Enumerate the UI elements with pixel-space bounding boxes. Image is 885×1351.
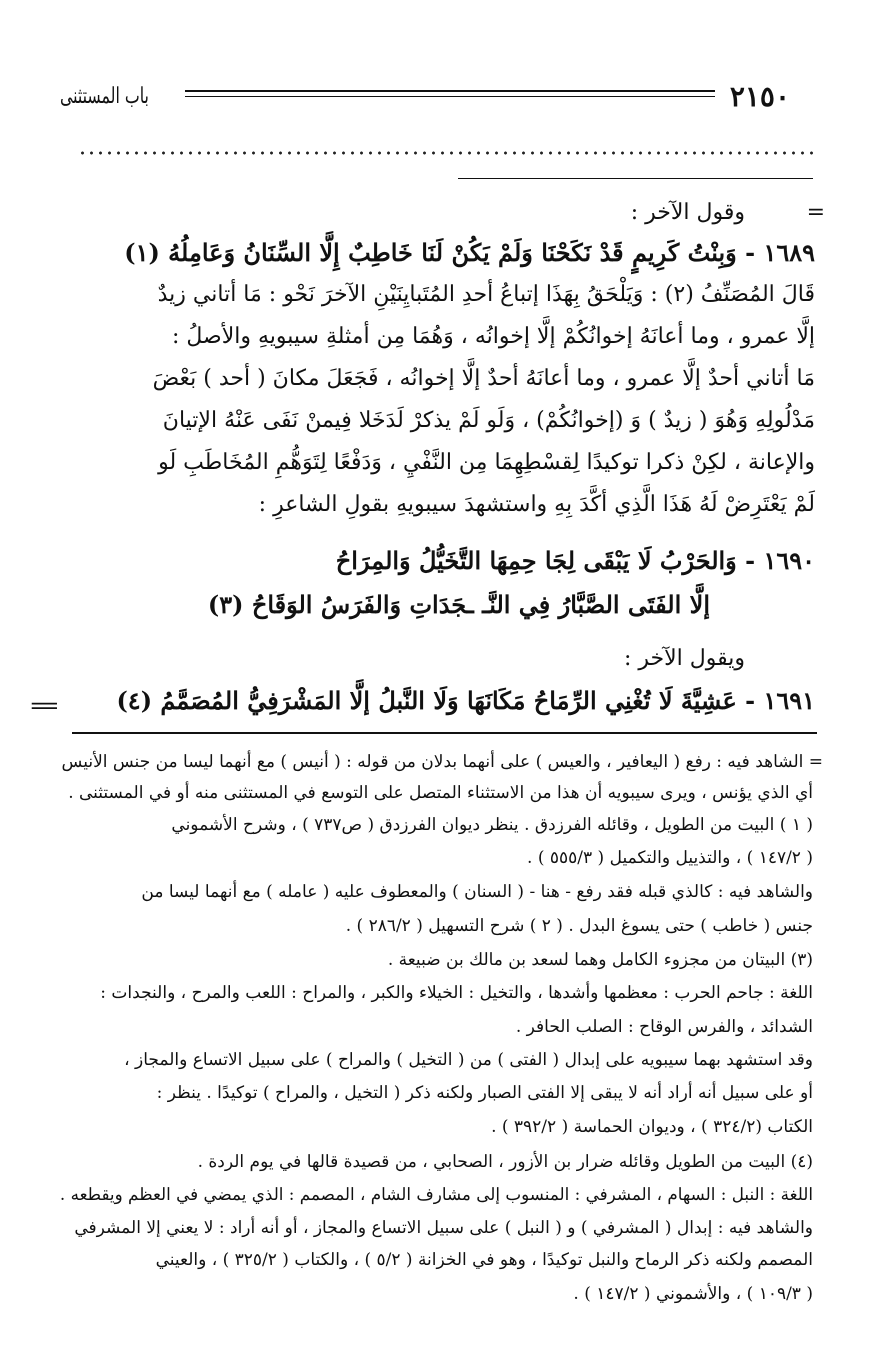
- footnote-line: اللغة : النبل : السهام ، المشرفي : المنسوب إلى مشارف الشام ، المصمم : الذي يمضي في العظم ويقطعه .: [59, 1185, 813, 1205]
- footnote-line: جنس ( خاطب ) حتى يسوغ البدل . ( ٢ ) شرح التسهيل ( ٢٨٦/٢ ) .: [345, 916, 813, 936]
- footnote-line: (٤) البيت من الطويل وقائله ضرار بن الأزور ، الصحابي ، من قصيدة قالها في يوم الردة .: [197, 1152, 813, 1172]
- short-rule: [458, 178, 813, 179]
- footnote-line: المصمم ولكنه ذكر الرماح والنبل توكيدًا ، وهو في الخزانة ( ٥/٢ ) ، والكتاب ( ٣٢٥/٢ ) ، والعيني: [155, 1250, 813, 1270]
- continuation-mark: =: [806, 200, 825, 225]
- footnote-line: الشدائد ، والفرس الوقاح : الصلب الحافر .: [515, 1017, 813, 1037]
- verse-1690-b: إلَّا الفَتَى الصَّبَّارُ فِي النَّـ ـجَدَاتِ وَالفَرَسُ الوَقَاحُ (٣): [207, 590, 710, 619]
- main-line: وقول الآخر :: [630, 200, 745, 225]
- main-line: مَدْلُولِهِ وَهُوَ ( زيدٌ ) وَ (إخوانُكُمْ) ، وَلَو لَمْ يذكرْ لَدَخَلا فِيمنْ نَفَى عَنْهُ الإتيانَ: [162, 408, 815, 433]
- dotted-separator: [78, 150, 813, 156]
- footnote-line: الكتاب (٣٢٤/٢ ) ، وديوان الحماسة ( ٣٩٢/٢ ) .: [491, 1117, 813, 1137]
- footnote-line: = الشاهد فيه : رفع ( اليعافير ، والعيس ) على أنهما بدلان من قوله : ( أنيس ) مع أنهما ليسا من جنس الأنيس: [61, 752, 823, 772]
- verse-1690-a: ١٦٩٠ - وَالحَرْبُ لَا يَبْقَى لِجَا حِمِهَا التَّخَيُّلُ وَالمِرَاحُ: [335, 546, 815, 575]
- footnote-line: اللغة : جاحم الحرب : معظمها وأشدها ، والتخيل : الخيلاء والكبر ، والمراح : اللعب والمرح ، والنجدات :: [100, 983, 813, 1003]
- main-line: قَالَ المُصَنِّفُ (٢) : وَيَلْحَقُ بِهَذَا إتباعُ أحدِ المُتَبايِنَيْنِ الآخرَ نَحْو : مَا أتاني زيدٌ: [157, 282, 815, 307]
- continuation-mark-left: =: [27, 694, 61, 719]
- footnote-line: ( ١٤٧/٢ ) ، والتذييل والتكميل ( ٥٥٥/٣ ) .: [527, 848, 813, 868]
- main-line: مَا أتاني أحدٌ إلَّا عمرو ، وما أعانَهُ أحدٌ إلَّا إخوانُه ، فَجَعَلَ مكانَ ( أحد ) بَعْضَ: [152, 366, 815, 391]
- main-line: ويقول الآخر :: [623, 646, 745, 671]
- page-number: ٢١٥٠: [729, 80, 790, 113]
- footnote-separator: [72, 732, 817, 734]
- section-title: باب المستثنى: [60, 84, 149, 109]
- header-rule-thin: [185, 96, 715, 97]
- footnote-line: (٣) البيتان من مجزوء الكامل وهما لسعد بن مالك بن ضبيعة .: [387, 950, 813, 970]
- footnote-line: ( ١ ) البيت من الطويل ، وقائله الفرزدق . ينظر ديوان الفرزدق ( ص٧٣٧ ) ، وشرح الأشموني: [171, 815, 813, 835]
- verse-1689: ١٦٨٩ - وَبِنْتُ كَرِيمٍ قَدْ نَكَحْنَا وَلَمْ يَكُنْ لَنَا خَاطِبٌ إِلَّا السِّنَانُ وَعَامِلُهُ (١): [124, 238, 815, 267]
- verse-1691: ١٦٩١ - عَشِيَّةَ لَا تُغْنِي الرِّمَاحُ مَكَانَهَا وَلَا النَّبلُ إلَّا المَشْرَفِيُّ المُصَمَّمُ (٤): [116, 686, 815, 715]
- main-line: لَمْ يَعْتَرِضْ لَهُ هَذَا الَّذِي أكَّدَ بِهِ واستشهدَ سيبويهِ بقولِ الشاعرِ :: [258, 492, 815, 517]
- footnote-line: أو على سبيل أنه أراد أنه لا يبقى إلا الفتى الصبار ولكنه ذكر ( التخيل ، والمراح ) توكيدًا . ينظر :: [156, 1083, 813, 1103]
- footnote-line: والشاهد فيه : كالذي قبله فقد رفع - هنا - ( السنان ) والمعطوف عليه ( عامله ) مع أنهما ليسا من: [141, 882, 813, 902]
- footnote-line: أي الذي يؤنس ، ويرى سيبويه أن هذا من الاستثناء المتصل على التوسع في المستثنى منه أو في المستثنى .: [68, 783, 813, 803]
- footnote-line: وقد استشهد بهما سيبويه على إبدال ( الفتى ) من ( التخيل ) والمراح ) على سبيل الاتساع والمجاز ،: [124, 1050, 813, 1070]
- header-rule: [185, 90, 715, 92]
- footnote-line: والشاهد فيه : إبدال ( المشرفي ) و ( النبل ) على سبيل الاتساع والمجاز ، أو أنه أراد : لا يعني إلا المشرفي: [74, 1218, 813, 1238]
- main-line: إلَّا عمرو ، وما أعانَهُ إخوانُكُمْ إلَّا إخوانُه ، وَهُمَا مِن أمثلةِ سيبويهِ والأصلُ :: [171, 324, 815, 349]
- footnote-line: ( ١٠٩/٣ ) ، والأشموني ( ١٤٧/٢ ) .: [573, 1284, 813, 1304]
- main-line: والإعانة ، لكِنْ ذكرا توكيدًا لِقسْطِهِمَا مِن النَّفْيِ ، وَدَفْعًا لِتَوَهُّمِ المُخَاطَبِ لَو: [158, 450, 815, 475]
